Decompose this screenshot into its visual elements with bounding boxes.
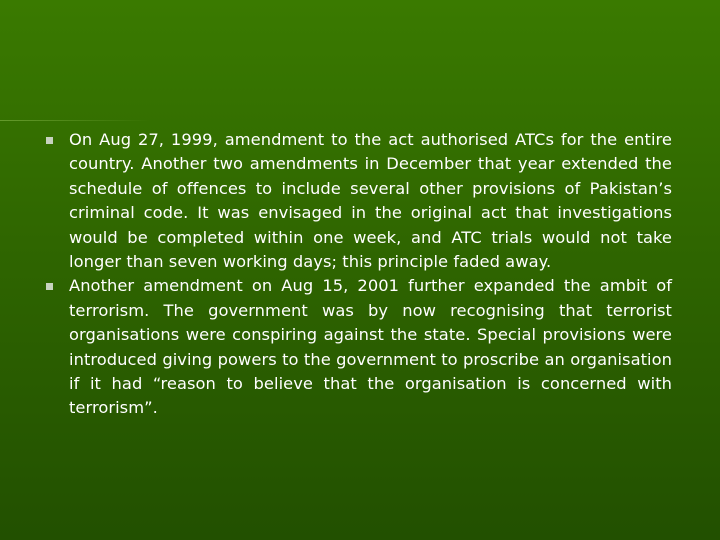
bullet-list xyxy=(46,128,672,421)
square-bullet-icon xyxy=(46,137,53,144)
bullet-item-2 xyxy=(46,274,672,420)
bullet-text-1: On Aug 27, 1999, amendment to the act authorised ATCs for the entire country. Another two amendments in December that year extended the schedule of offences to include several other provisions of Pakistan’s criminal code. It was envisaged in the original act that investigations would be completed within one week, and ATC trials would not take longer than seven working days; this principle faded away. xyxy=(69,130,672,272)
bullet-item-1 xyxy=(46,128,672,274)
bullet-text-2: Another amendment on Aug 15, 2001 further expanded the ambit of terrorism. The government was by now recognising that terrorist organisations were conspiring against the state. Special provisions were introduced giving powers to the government to proscribe an organisation if it had “reason to believe that the organisation is concerned with terrorism”. xyxy=(69,276,672,418)
square-bullet-icon xyxy=(46,283,53,290)
decorative-divider xyxy=(0,120,150,121)
